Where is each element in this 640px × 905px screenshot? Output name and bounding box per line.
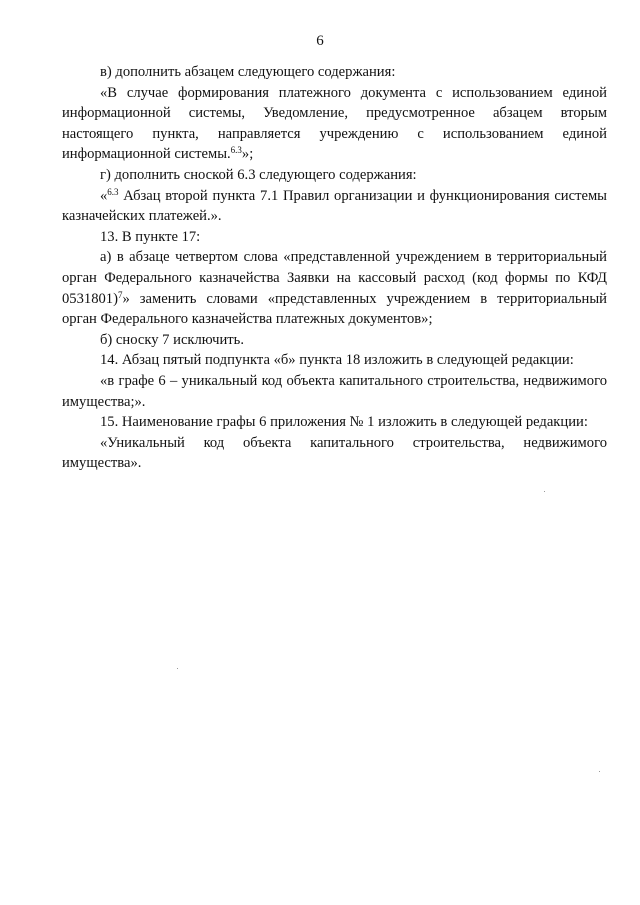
paragraph-13: 13. В пункте 17: xyxy=(100,228,201,245)
scan-speck xyxy=(599,771,600,772)
paragraph-13-b: б) сноску 7 исключить. xyxy=(100,331,244,348)
paragraph-g: г) дополнить сноской 6.3 следующего содержания: xyxy=(100,166,417,183)
paragraph-v: в) дополнить абзацем следующего содержания: xyxy=(100,64,396,80)
scan-speck xyxy=(544,491,545,492)
paragraph-text-tail: »; xyxy=(241,146,254,163)
paragraph-text-tail: Абзац второй пункта 7.1 Правил организации и функционирования системы казначейских платежей.». xyxy=(62,187,607,225)
paragraph-13-a xyxy=(62,247,607,329)
footnote-ref-7: 7 xyxy=(117,289,123,300)
paragraph-text: « xyxy=(100,187,108,204)
document-body xyxy=(62,62,607,474)
footnote-mark-6-3: 6.3 xyxy=(107,186,119,197)
paragraph-14: 14. Абзац пятый подпункта «б» пункта 18 изложить в следующей редакции: xyxy=(100,352,574,369)
footnote-ref-6-3: 6.3 xyxy=(230,145,242,156)
paragraph-footnote-6-3 xyxy=(62,186,607,227)
paragraph-15-quote: «Уникальный код объекта капитального строительства, недвижимого имущества». xyxy=(62,434,607,472)
paragraph-text: а) в абзаце четвертом слова «представленной учреждением в территориальный орган Федерального казначейства Заявки на кассовый расход (код формы по КФД 0531801) xyxy=(62,249,607,307)
paragraph-text-tail: » заменить словами «представленных учреждением в территориальный орган Федерального казначейства платежных документов»; xyxy=(62,290,607,328)
page-number: 6 xyxy=(316,33,324,49)
paragraph-14-quote: «в графе 6 – уникальный код объекта капитального строительства, недвижимого имущества;». xyxy=(62,372,607,410)
paragraph-quote-uis xyxy=(62,83,607,165)
scan-speck xyxy=(177,668,178,669)
paragraph-15: 15. Наименование графы 6 приложения № 1 изложить в следующей редакции: xyxy=(100,414,588,431)
paragraph-text: «В случае формирования платежного документа с использованием единой информационной системы, Уведомление, предусмотренное абзацем вторым настоящего пункта, направляется учреждению с использованием единой информационной системы. xyxy=(62,84,607,163)
